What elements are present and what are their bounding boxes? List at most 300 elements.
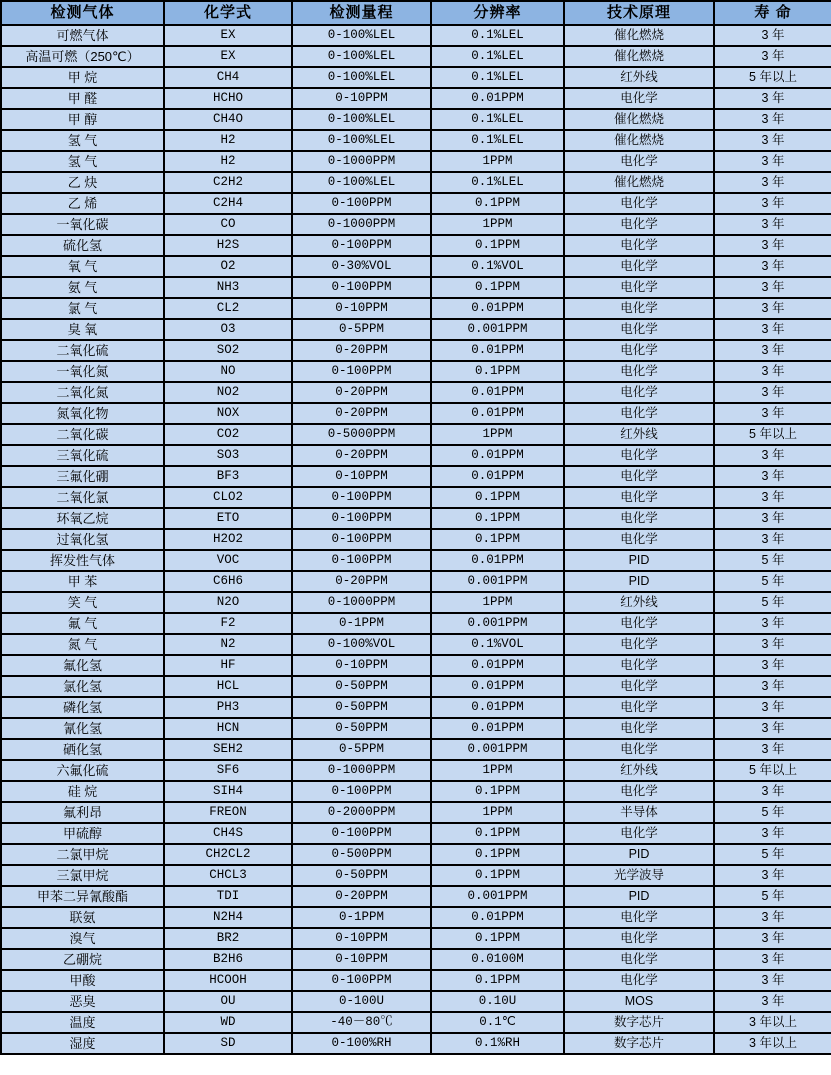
gas-name-cell: 甲硫醇 [1,823,164,844]
principle-cell: 电化学 [564,508,714,529]
formula-cell: H2S [164,235,292,256]
lifespan-cell: 5 年 [714,592,831,613]
principle-cell: 半导体 [564,802,714,823]
principle-cell: 电化学 [564,739,714,760]
principle-cell: 电化学 [564,403,714,424]
principle-cell: 电化学 [564,718,714,739]
formula-cell: SF6 [164,760,292,781]
formula-cell: OU [164,991,292,1012]
principle-cell: 催化燃烧 [564,130,714,151]
table-row [1,676,831,697]
gas-name-cell: 硫化氢 [1,235,164,256]
formula-cell: BF3 [164,466,292,487]
formula-cell: CH4O [164,109,292,130]
resolution-cell: 0.01PPM [431,445,564,466]
resolution-cell: 0.001PPM [431,571,564,592]
lifespan-cell: 3 年 [714,487,831,508]
table-row [1,25,831,46]
principle-cell: 电化学 [564,949,714,970]
principle-cell: MOS [564,991,714,1012]
lifespan-cell: 3 年 [714,823,831,844]
resolution-cell: 0.1%LEL [431,67,564,88]
table-row [1,529,831,550]
table-row [1,760,831,781]
lifespan-cell: 3 年 [714,613,831,634]
resolution-cell: 0.1PPM [431,277,564,298]
column-header-principle: 技术原理 [564,1,714,25]
principle-cell: 电化学 [564,613,714,634]
resolution-cell: 0.01PPM [431,550,564,571]
lifespan-cell: 3 年 [714,865,831,886]
resolution-cell: 0.1PPM [431,844,564,865]
table-row [1,907,831,928]
range-cell: 0-100U [292,991,431,1012]
resolution-cell: 0.1%VOL [431,256,564,277]
formula-cell: BR2 [164,928,292,949]
formula-cell: F2 [164,613,292,634]
resolution-cell: 0.001PPM [431,319,564,340]
resolution-cell: 0.01PPM [431,697,564,718]
principle-cell: 催化燃烧 [564,25,714,46]
formula-cell: O2 [164,256,292,277]
formula-cell: CO [164,214,292,235]
principle-cell: 催化燃烧 [564,46,714,67]
lifespan-cell: 3 年 [714,655,831,676]
formula-cell: HCHO [164,88,292,109]
range-cell: 0-50PPM [292,718,431,739]
table-row [1,67,831,88]
lifespan-cell: 5 年以上 [714,67,831,88]
formula-cell: SO3 [164,445,292,466]
formula-cell: SD [164,1033,292,1054]
gas-name-cell: 甲酸 [1,970,164,991]
principle-cell: 电化学 [564,823,714,844]
formula-cell: H2 [164,130,292,151]
lifespan-cell: 3 年 [714,361,831,382]
range-cell: 0-2000PPM [292,802,431,823]
table-row [1,88,831,109]
table-row [1,781,831,802]
range-cell: 0-10PPM [292,466,431,487]
principle-cell: PID [564,550,714,571]
gas-name-cell: 硒化氢 [1,739,164,760]
formula-cell: B2H6 [164,949,292,970]
principle-cell: 电化学 [564,151,714,172]
principle-cell: 电化学 [564,193,714,214]
resolution-cell: 0.01PPM [431,718,564,739]
principle-cell: 红外线 [564,67,714,88]
gas-name-cell: 二氧化碳 [1,424,164,445]
gas-name-cell: 甲 醛 [1,88,164,109]
formula-cell: C2H2 [164,172,292,193]
header-row [1,1,831,25]
formula-cell: SO2 [164,340,292,361]
principle-cell: 电化学 [564,340,714,361]
resolution-cell: 0.1PPM [431,193,564,214]
gas-name-cell: 二氧化氯 [1,487,164,508]
principle-cell: PID [564,571,714,592]
table-row [1,508,831,529]
range-cell: 0-10PPM [292,949,431,970]
principle-cell: 电化学 [564,445,714,466]
table-row [1,403,831,424]
gas-name-cell: 甲 烷 [1,67,164,88]
lifespan-cell: 3 年 [714,949,831,970]
lifespan-cell: 3 年 [714,235,831,256]
gas-name-cell: 三氟化硼 [1,466,164,487]
resolution-cell: 1PPM [431,424,564,445]
principle-cell: PID [564,844,714,865]
gas-name-cell: 氮氧化物 [1,403,164,424]
table-row [1,172,831,193]
lifespan-cell: 5 年 [714,844,831,865]
range-cell: 0-100%RH [292,1033,431,1054]
gas-name-cell: 氧 气 [1,256,164,277]
lifespan-cell: 3 年 [714,172,831,193]
lifespan-cell: 3 年 [714,697,831,718]
principle-cell: 电化学 [564,676,714,697]
column-header-lifespan: 寿 命 [714,1,831,25]
principle-cell: 电化学 [564,928,714,949]
gas-name-cell: 高温可燃（250℃） [1,46,164,67]
formula-cell: TDI [164,886,292,907]
lifespan-cell: 3 年 [714,445,831,466]
resolution-cell: 0.1℃ [431,1012,564,1033]
formula-cell: CO2 [164,424,292,445]
principle-cell: 光学波导 [564,865,714,886]
range-cell: 0-100PPM [292,970,431,991]
range-cell: 0-100PPM [292,781,431,802]
resolution-cell: 0.1%LEL [431,172,564,193]
table-row [1,235,831,256]
table-row [1,970,831,991]
table-row [1,109,831,130]
formula-cell: CHCL3 [164,865,292,886]
principle-cell: 电化学 [564,466,714,487]
resolution-cell: 0.1PPM [431,823,564,844]
lifespan-cell: 3 年 [714,676,831,697]
gas-name-cell: 过氧化氢 [1,529,164,550]
range-cell: 0-100PPM [292,487,431,508]
lifespan-cell: 3 年 [714,277,831,298]
principle-cell: 催化燃烧 [564,109,714,130]
table-row [1,949,831,970]
gas-name-cell: 臭 氧 [1,319,164,340]
table-row [1,550,831,571]
resolution-cell: 0.1%VOL [431,634,564,655]
gas-name-cell: 乙硼烷 [1,949,164,970]
range-cell: 0-100PPM [292,529,431,550]
resolution-cell: 0.01PPM [431,676,564,697]
table-row [1,487,831,508]
gas-name-cell: 挥发性气体 [1,550,164,571]
principle-cell: 电化学 [564,487,714,508]
gas-name-cell: 六氟化硫 [1,760,164,781]
range-cell: 0-100%LEL [292,130,431,151]
lifespan-cell: 3 年 [714,928,831,949]
formula-cell: NO [164,361,292,382]
range-cell: 0-20PPM [292,886,431,907]
principle-cell: 电化学 [564,88,714,109]
range-cell: 0-5PPM [292,739,431,760]
formula-cell: CH4S [164,823,292,844]
range-cell: 0-1000PPM [292,214,431,235]
table-row [1,844,831,865]
column-header-range: 检测量程 [292,1,431,25]
resolution-cell: 0.1%LEL [431,46,564,67]
lifespan-cell: 3 年 [714,382,831,403]
formula-cell: N2H4 [164,907,292,928]
formula-cell: FREON [164,802,292,823]
lifespan-cell: 5 年以上 [714,760,831,781]
resolution-cell: 0.1PPM [431,361,564,382]
resolution-cell: 0.01PPM [431,655,564,676]
principle-cell: 电化学 [564,970,714,991]
table-row [1,214,831,235]
formula-cell: NO2 [164,382,292,403]
range-cell: 0-100PPM [292,193,431,214]
resolution-cell: 0.1%LEL [431,109,564,130]
gas-name-cell: 甲 苯 [1,571,164,592]
lifespan-cell: 3 年 [714,781,831,802]
principle-cell: 电化学 [564,781,714,802]
gas-name-cell: 磷化氢 [1,697,164,718]
range-cell: 0-100%LEL [292,67,431,88]
table-row [1,592,831,613]
range-cell: 0-20PPM [292,340,431,361]
range-cell: 0-100%LEL [292,109,431,130]
gas-name-cell: 氨 气 [1,277,164,298]
range-cell: 0-100%VOL [292,634,431,655]
lifespan-cell: 3 年 [714,25,831,46]
formula-cell: HCN [164,718,292,739]
resolution-cell: 0.1PPM [431,487,564,508]
gas-name-cell: 一氧化碳 [1,214,164,235]
lifespan-cell: 3 年 [714,46,831,67]
principle-cell: 电化学 [564,907,714,928]
formula-cell: N2 [164,634,292,655]
lifespan-cell: 3 年 [714,529,831,550]
lifespan-cell: 3 年以上 [714,1033,831,1054]
resolution-cell: 0.01PPM [431,907,564,928]
resolution-cell: 0.001PPM [431,886,564,907]
resolution-cell: 0.1PPM [431,970,564,991]
gas-name-cell: 乙 烯 [1,193,164,214]
table-row [1,340,831,361]
gas-name-cell: 二氯甲烷 [1,844,164,865]
range-cell: 0-100PPM [292,508,431,529]
range-cell: 0-5PPM [292,319,431,340]
resolution-cell: 0.1PPM [431,781,564,802]
range-cell: 0-100%LEL [292,25,431,46]
column-header-formula: 化学式 [164,1,292,25]
table-row [1,655,831,676]
principle-cell: 电化学 [564,655,714,676]
lifespan-cell: 5 年以上 [714,424,831,445]
range-cell: 0-1000PPM [292,151,431,172]
resolution-cell: 0.1%RH [431,1033,564,1054]
gas-name-cell: 甲苯二异氰酸酯 [1,886,164,907]
table-row [1,46,831,67]
principle-cell: PID [564,886,714,907]
formula-cell: C6H6 [164,571,292,592]
range-cell: 0-10PPM [292,298,431,319]
gas-name-cell: 一氧化氮 [1,361,164,382]
principle-cell: 电化学 [564,361,714,382]
table-row [1,298,831,319]
lifespan-cell: 3 年 [714,991,831,1012]
formula-cell: N2O [164,592,292,613]
table-row [1,256,831,277]
formula-cell: SEH2 [164,739,292,760]
table-row [1,991,831,1012]
principle-cell: 电化学 [564,256,714,277]
gas-name-cell: 氢 气 [1,130,164,151]
resolution-cell: 0.0100M [431,949,564,970]
lifespan-cell: 3 年 [714,88,831,109]
gas-name-cell: 恶臭 [1,991,164,1012]
range-cell: 0-10PPM [292,655,431,676]
lifespan-cell: 3 年 [714,340,831,361]
lifespan-cell: 3 年 [714,739,831,760]
resolution-cell: 0.1PPM [431,508,564,529]
gas-name-cell: 温度 [1,1012,164,1033]
table-row [1,151,831,172]
principle-cell: 电化学 [564,277,714,298]
resolution-cell: 0.1%LEL [431,25,564,46]
range-cell: 0-1000PPM [292,592,431,613]
lifespan-cell: 3 年以上 [714,1012,831,1033]
table-row [1,571,831,592]
gas-name-cell: 氟利昂 [1,802,164,823]
formula-cell: HF [164,655,292,676]
gas-name-cell: 氯 气 [1,298,164,319]
resolution-cell: 0.1%LEL [431,130,564,151]
resolution-cell: 0.01PPM [431,466,564,487]
table-row [1,361,831,382]
resolution-cell: 1PPM [431,802,564,823]
table-row [1,1012,831,1033]
gas-name-cell: 湿度 [1,1033,164,1054]
gas-name-cell: 氯化氢 [1,676,164,697]
formula-cell: SIH4 [164,781,292,802]
gas-name-cell: 联氨 [1,907,164,928]
lifespan-cell: 3 年 [714,214,831,235]
range-cell: -40－80℃ [292,1012,431,1033]
range-cell: 0-5000PPM [292,424,431,445]
resolution-cell: 1PPM [431,592,564,613]
resolution-cell: 0.01PPM [431,340,564,361]
range-cell: 0-50PPM [292,697,431,718]
resolution-cell: 0.1PPM [431,928,564,949]
formula-cell: WD [164,1012,292,1033]
gas-name-cell: 三氯甲烷 [1,865,164,886]
principle-cell: 电化学 [564,634,714,655]
lifespan-cell: 5 年 [714,550,831,571]
table-row [1,823,831,844]
lifespan-cell: 3 年 [714,109,831,130]
resolution-cell: 0.01PPM [431,298,564,319]
resolution-cell: 1PPM [431,214,564,235]
table-row [1,466,831,487]
gas-name-cell: 可燃气体 [1,25,164,46]
range-cell: 0-1000PPM [292,760,431,781]
resolution-cell: 0.1PPM [431,529,564,550]
range-cell: 0-10PPM [292,88,431,109]
lifespan-cell: 3 年 [714,718,831,739]
lifespan-cell: 3 年 [714,151,831,172]
lifespan-cell: 3 年 [714,256,831,277]
table-row [1,928,831,949]
resolution-cell: 0.01PPM [431,88,564,109]
lifespan-cell: 3 年 [714,508,831,529]
gas-name-cell: 二氧化氮 [1,382,164,403]
range-cell: 0-100%LEL [292,172,431,193]
gas-name-cell: 氢 气 [1,151,164,172]
table-row [1,424,831,445]
formula-cell: O3 [164,319,292,340]
principle-cell: 数字芯片 [564,1012,714,1033]
principle-cell: 数字芯片 [564,1033,714,1054]
table-row [1,634,831,655]
formula-cell: CH4 [164,67,292,88]
principle-cell: 电化学 [564,529,714,550]
formula-cell: HCL [164,676,292,697]
formula-cell: CH2CL2 [164,844,292,865]
formula-cell: HCOOH [164,970,292,991]
gas-name-cell: 氰化氢 [1,718,164,739]
lifespan-cell: 3 年 [714,298,831,319]
resolution-cell: 0.001PPM [431,739,564,760]
formula-cell: CLO2 [164,487,292,508]
principle-cell: 红外线 [564,424,714,445]
formula-cell: C2H4 [164,193,292,214]
principle-cell: 电化学 [564,319,714,340]
table-row [1,319,831,340]
lifespan-cell: 3 年 [714,130,831,151]
resolution-cell: 0.01PPM [431,382,564,403]
formula-cell: VOC [164,550,292,571]
formula-cell: ETO [164,508,292,529]
lifespan-cell: 5 年 [714,571,831,592]
gas-name-cell: 二氧化硫 [1,340,164,361]
range-cell: 0-500PPM [292,844,431,865]
resolution-cell: 0.10U [431,991,564,1012]
resolution-cell: 0.01PPM [431,403,564,424]
formula-cell: CL2 [164,298,292,319]
resolution-cell: 0.1PPM [431,235,564,256]
gas-name-cell: 硅 烷 [1,781,164,802]
range-cell: 0-100%LEL [292,46,431,67]
lifespan-cell: 5 年 [714,802,831,823]
principle-cell: 红外线 [564,760,714,781]
range-cell: 0-100PPM [292,277,431,298]
table-row [1,277,831,298]
formula-cell: PH3 [164,697,292,718]
table-row [1,613,831,634]
range-cell: 0-10PPM [292,928,431,949]
lifespan-cell: 3 年 [714,907,831,928]
gas-name-cell: 氮 气 [1,634,164,655]
lifespan-cell: 3 年 [714,466,831,487]
formula-cell: NH3 [164,277,292,298]
lifespan-cell: 3 年 [714,193,831,214]
principle-cell: 催化燃烧 [564,172,714,193]
range-cell: 0-100PPM [292,550,431,571]
range-cell: 0-100PPM [292,361,431,382]
principle-cell: 电化学 [564,382,714,403]
range-cell: 0-50PPM [292,865,431,886]
